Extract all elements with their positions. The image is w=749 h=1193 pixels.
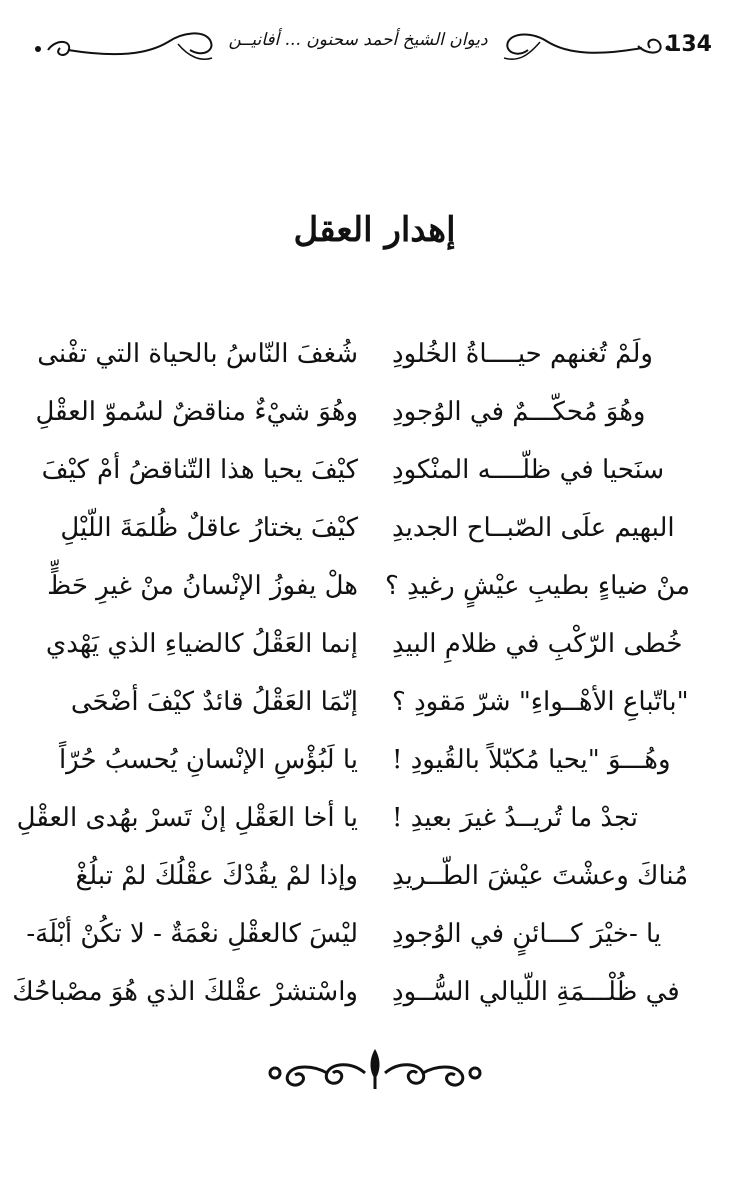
verse-first-hemistich: ليْسَ كالعقْلِ نعْمَةٌ - لا تكُنْ أبْلَهَ-: [26, 919, 358, 949]
verse-second-hemistich: وهُوَ مُحكّـــمٌ في الوُجودِ: [392, 397, 646, 427]
running-header: [28, 22, 720, 78]
verse-first-hemistich: كيْفَ يختارُ عاقلٌ ظُلمَةَ اللّيْلِ: [60, 513, 358, 543]
verse-second-hemistich: البهيم علَى الصّبــاح الجديدِ: [392, 513, 675, 543]
page-number: 134: [666, 32, 712, 57]
verse-second-hemistich: في ظُلْـــمَةِ اللّيالي السُّــودِ: [392, 977, 680, 1007]
verse: [37, 325, 690, 383]
verse: [60, 847, 690, 905]
verse-second-hemistich: مُناكَ وعشْتَ عيْشَ الطّــريدِ: [392, 861, 689, 891]
verse-second-hemistich: "باتّباعِ الأهْــواءِ" شرّ مَقودِ ؟: [392, 687, 689, 717]
verse-second-hemistich: ولَمْ تُغنهم حيــــاةُ الخُلودِ: [392, 339, 653, 369]
verse: [35, 383, 690, 441]
verse: [26, 905, 690, 963]
verse: [47, 557, 690, 615]
verse-second-hemistich: خُطى الرّكْبِ في ظلامِ البيدِ: [392, 629, 683, 659]
running-title: ديوان الشيخ أحمد سحنون ... أفانيــن: [228, 30, 488, 50]
verse-first-hemistich: شُغفَ النّاسُ بالحياة التي تفْنى: [37, 339, 358, 369]
verse-first-hemistich: كيْفَ يحيا هذا التّناقضُ أمْ كيْفَ: [41, 455, 358, 485]
verse: [12, 963, 690, 1021]
verse-second-hemistich: يا -خيْرَ كـــائنٍ في الوُجودِ: [392, 919, 662, 949]
verse: [45, 615, 690, 673]
verse: [60, 731, 690, 789]
verse-first-hemistich: هلْ يفوزُ الإنْسانُ منْ غيرِ حَظٍّ: [47, 571, 358, 601]
verse-first-hemistich: إنّمَا العَقْلُ قائدٌ كيْفَ أضْحَى: [70, 687, 358, 717]
poem-title: إهدار العقل: [293, 210, 456, 250]
verse: [41, 441, 690, 499]
verse: [60, 499, 690, 557]
verse-first-hemistich: وإذا لمْ يقُدْكَ عقْلُكَ لمْ تبلُغْ: [75, 861, 358, 891]
verse-first-hemistich: يا لَبُؤْسِ الإنْسانِ يُحسبُ حُرّاً: [58, 745, 358, 775]
verse-first-hemistich: إنما العَقْلُ كالضياءِ الذي يَهْدي: [45, 629, 358, 659]
verse-second-hemistich: منْ ضياءٍ بطيبِ عيْشٍ رغيدِ ؟: [384, 571, 690, 601]
verse-first-hemistich: يا أخا العَقْلِ إنْ تَسرْ بهُدى العقْلِ: [16, 803, 358, 833]
verse: [60, 673, 690, 731]
fleuron-ornament: [265, 1045, 485, 1095]
verse-second-hemistich: تجدْ ما تُريــدُ غيرَ بعيدِ !: [392, 803, 639, 833]
verse-first-hemistich: وهُوَ شيْءٌ مناقضٌ لسُموّ العقْلِ: [35, 397, 358, 427]
verse-second-hemistich: وهُـــوَ "يحيا مُكبّلاً بالقُيودِ !: [392, 745, 671, 775]
verse-second-hemistich: سنَحيا في ظلّــــه المنْكودِ: [392, 455, 665, 485]
verse: [16, 789, 690, 847]
verse-first-hemistich: واسْتشرْ عقْلكَ الذي هُوَ مصْباحُكَ: [12, 977, 358, 1007]
poem-verses: [12, 325, 690, 1021]
